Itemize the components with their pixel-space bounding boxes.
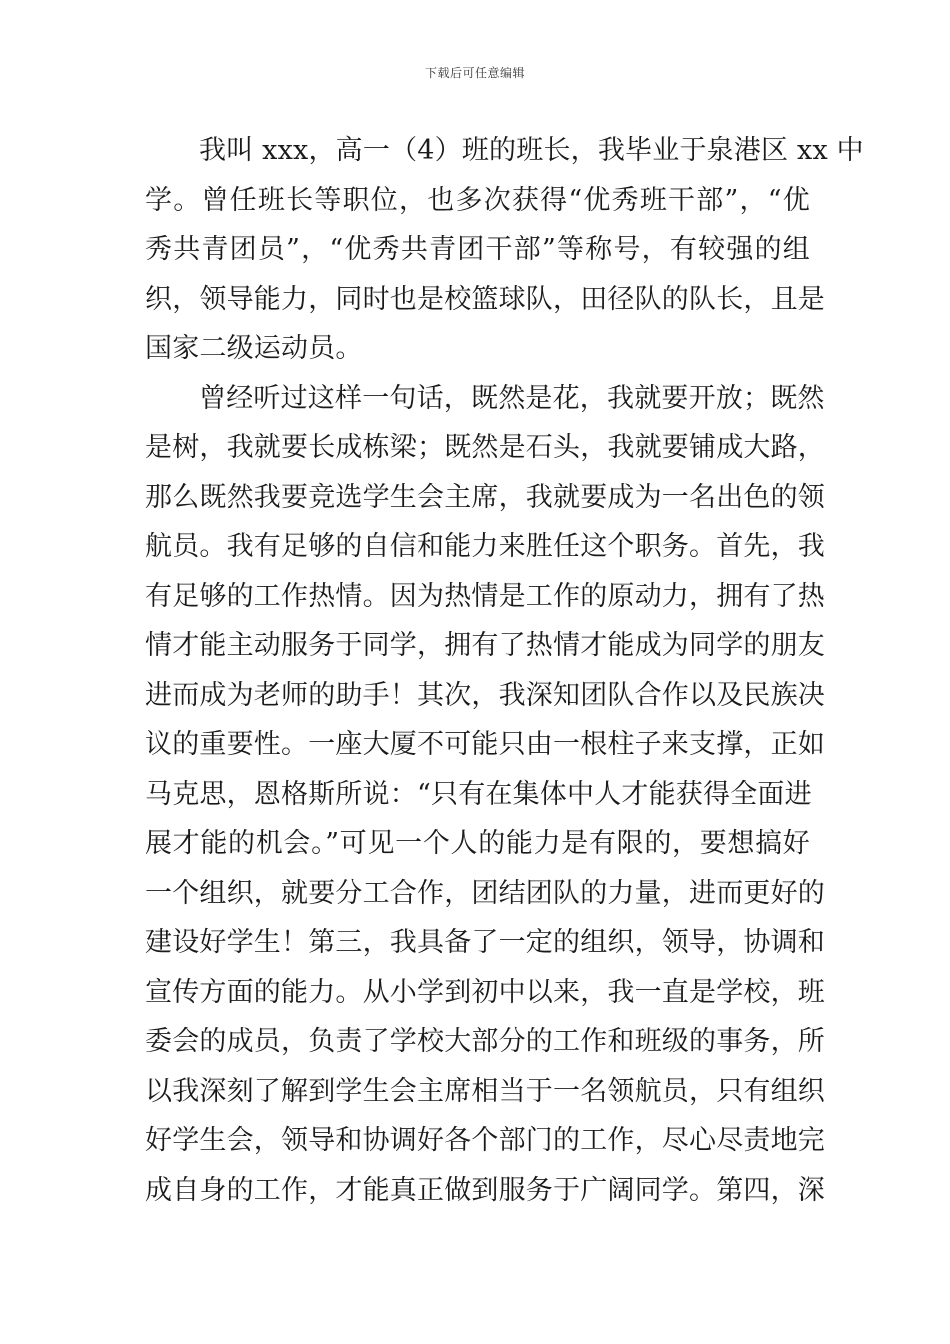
text-line: 进而成为老师的助手！其次，我深知团队合作以及民族决 <box>145 679 825 711</box>
text-line: 学。曾任班长等职位，也多次获得“优秀班干部”，“优 <box>145 184 810 216</box>
text-line: 那么既然我要竞选学生会主席，我就要成为一名出色的领 <box>145 481 825 513</box>
text-line: 展才能的机会。”可见一个人的能力是有限的，要想搞好 <box>145 828 810 859</box>
text-line: 建设好学生！第三，我具备了一定的组织，领导，协调和 <box>145 927 825 958</box>
text-line: 马克思，恩格斯所说：“只有在集体中人才能获得全面进 <box>145 778 812 810</box>
text-line: 成自身的工作，才能真正做到服务于广阔同学。第四，深 <box>145 1174 825 1206</box>
text-line: 一个组织，就要分工合作，团结团队的力量，进而更好的 <box>145 877 825 909</box>
text-line: 好学生会，领导和协调好各个部门的工作，尽心尽责地完 <box>145 1125 825 1156</box>
text-line: 国家二级运动员。 <box>145 333 363 364</box>
text-line: 是树，我就要长成栋梁；既然是石头，我就要铺成大路， <box>145 432 825 463</box>
text-line: 以我深刻了解到学生会主席相当于一名领航员，只有组织 <box>145 1075 825 1107</box>
text-line: 我叫 xxx，高一（4）班的班长，我毕业于泉港区 xx 中 <box>199 135 864 166</box>
text-line: 委会的成员，负责了学校大部分的工作和班级的事务，所 <box>145 1026 825 1057</box>
text-line: 曾经听过这样一句话，既然是花，我就要开放；既然 <box>199 382 825 414</box>
text-line: 宣传方面的能力。从小学到初中以来，我一直是学校，班 <box>145 976 825 1008</box>
text-line: 情才能主动服务于同学，拥有了热情才能成为同学的朋友 <box>145 630 825 661</box>
text-line: 有足够的工作热情。因为热情是工作的原动力，拥有了热 <box>145 580 825 612</box>
text-line: 秀共青团员”，“优秀共青团干部”等称号，有较强的组 <box>145 234 810 265</box>
header-note: 下载后可任意编辑 <box>424 66 525 80</box>
text-line: 议的重要性。一座大厦不可能只由一根柱子来支撑，正如 <box>145 729 825 760</box>
text-line: 织，领导能力，同时也是校篮球队，田径队的队长，且是 <box>145 283 825 315</box>
paragraph-2 <box>145 374 825 1216</box>
paragraph-1 <box>145 126 864 374</box>
text-line: 航员。我有足够的自信和能力来胜任这个职务。首先，我 <box>145 531 825 562</box>
document-body <box>145 126 864 1215</box>
